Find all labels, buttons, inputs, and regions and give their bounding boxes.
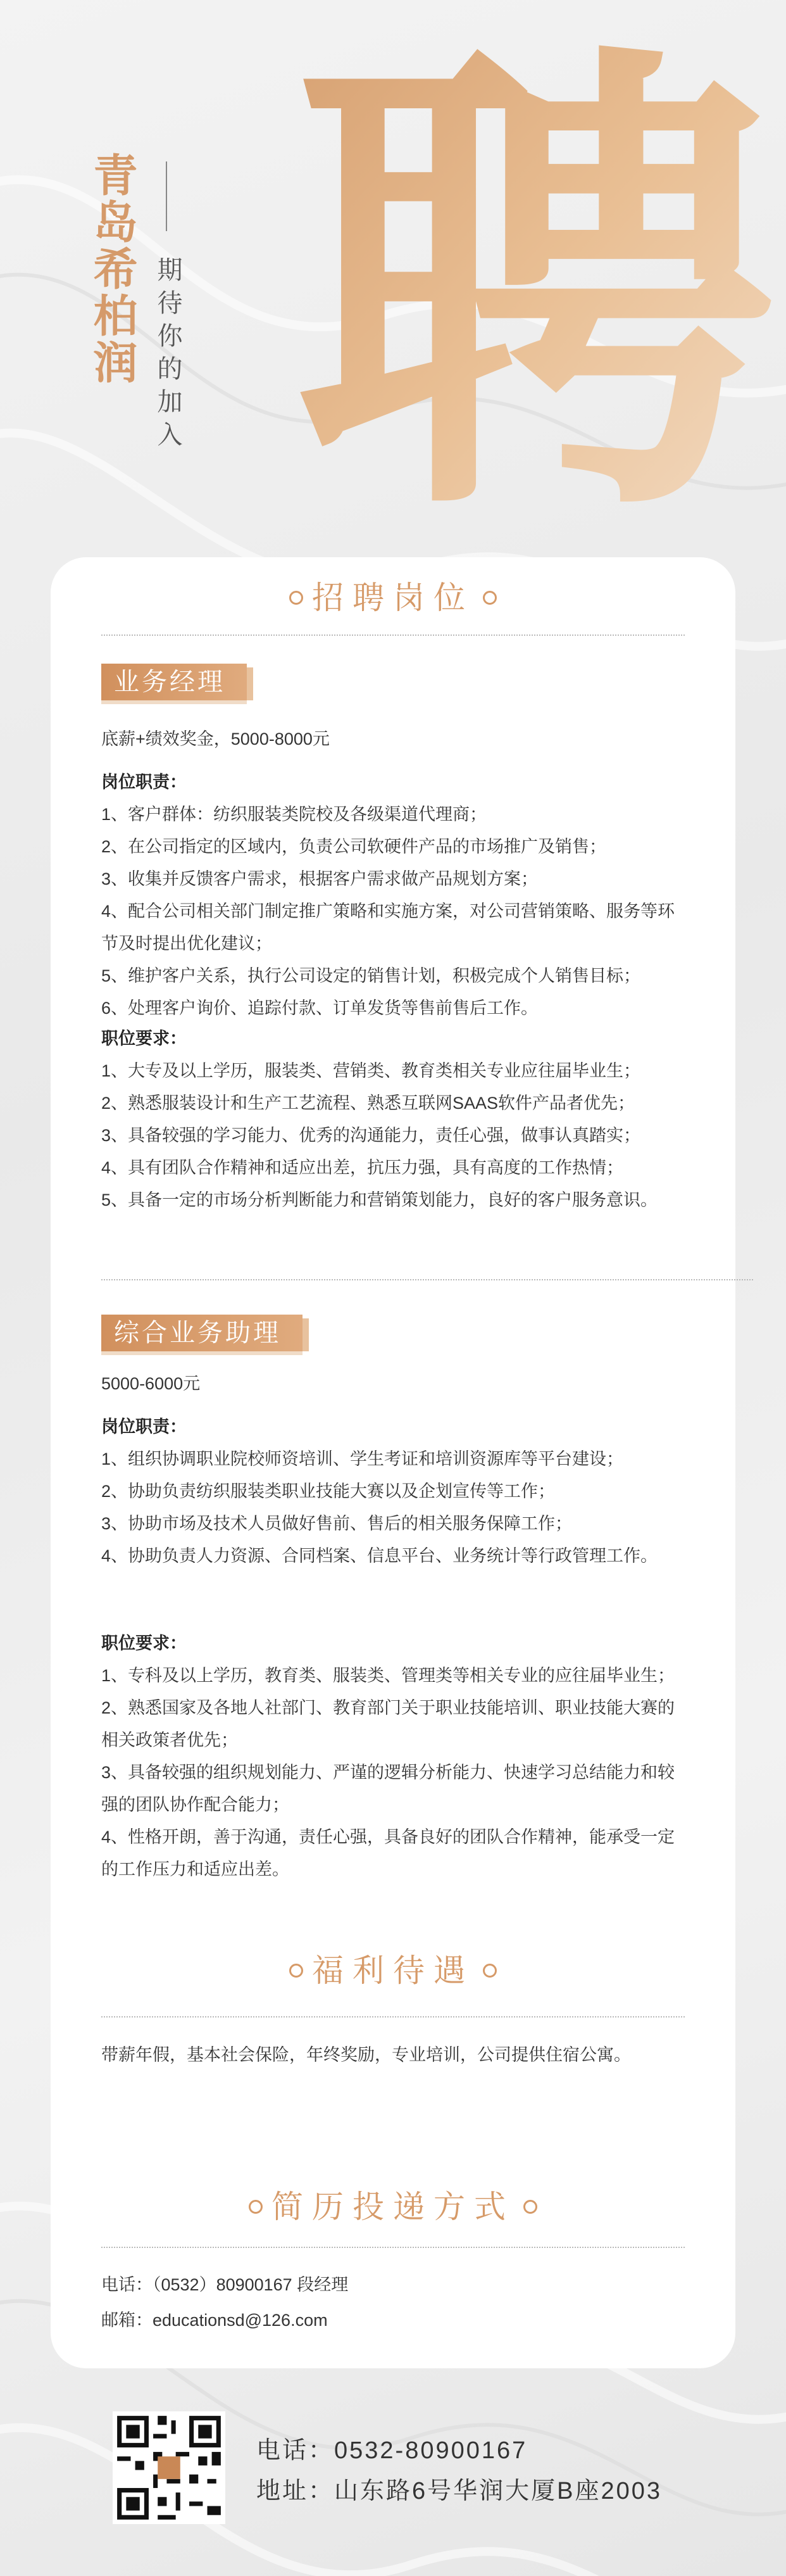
footer-phone: 电话：0532-80900167 (256, 2437, 528, 2464)
job2-duties-label: 岗位职责： (101, 1417, 187, 1436)
job2-req-item: 2、熟悉国家及各地人社部门、教育部门关于职业技能培训、职业技能大赛的相关政策者优先； (101, 1698, 675, 1750)
hero-char-text: 聘 (294, 28, 775, 532)
job1-duty-item: 1、客户群体：纺织服装类院校及各级渠道代理商； (101, 805, 487, 824)
section-rule (101, 635, 685, 636)
title-dot-left (289, 1964, 303, 1978)
job2-req-label: 职位要求： (101, 1634, 187, 1653)
hero-calligraphy-char (285, 13, 785, 532)
job2-duty-item: 1、组织协调职业院校师资培训、学生考证和培训资源库等平台建设； (101, 1449, 624, 1468)
benefits-text: 带薪年假，基本社会保险，年终奖励，专业培训，公司提供住宿公寓。 (101, 2045, 631, 2064)
contact-section-title: 简历投递方式 (51, 2187, 735, 2227)
footer-address: 地址：山东路6号华润大厦B座2003 (256, 2478, 663, 2504)
job1-title-tag: 业务经理 (101, 664, 247, 700)
job1-duty-item: 5、维护客户关系，执行公司设定的销售计划，积极完成个人销售目标； (101, 966, 641, 985)
job2-req-item: 1、专科及以上学历，教育类、服装类、管理类等相关专业的应往届毕业生； (101, 1666, 675, 1685)
section-rule (101, 2247, 685, 2248)
job1-duty-item: 2、在公司指定的区域内，负责公司软硬件产品的市场推广及销售； (101, 837, 607, 856)
contact-info (101, 2267, 690, 2338)
title-dot-right (523, 2200, 537, 2214)
job2-req-item: 4、性格开朗，善于沟通，责任心强，具备良好的团队合作精神，能承受一定的工作压力和适应出差。 (101, 1828, 675, 1879)
job2-duty-item: 2、协助负责纺织服装类职业技能大赛以及企划宣传等工作； (101, 1482, 556, 1501)
job1-duties-label: 岗位职责： (101, 773, 187, 792)
job1-duties (101, 766, 690, 1025)
job-divider (101, 1279, 753, 1280)
job2-salary: 5000-6000元 (101, 1374, 201, 1393)
job1-duty-item: 4、配合公司相关部门制定推广策略和实施方案，对公司营销策略、服务等环节及时提出优化建议； (101, 902, 675, 953)
contact-phone: 电话：（0532）80900167 段经理 (101, 2275, 349, 2294)
jobs-section-title: 招聘岗位 (51, 578, 735, 618)
job2-req-item: 3、具备较强的组织规划能力、严谨的逻辑分析能力、快速学习总结能力和较强的团队协作配合能力； (101, 1763, 675, 1814)
slogan-divider (166, 161, 167, 231)
job1-requirements (101, 1023, 690, 1216)
slogan-text: 期待你的加入 (154, 256, 182, 454)
job1-req-item: 4、具有团队合作精神和适应出差，抗压力强，具有高度的工作热情； (101, 1158, 624, 1177)
content-card (51, 557, 735, 2368)
benefits-section-title: 福利待遇 (51, 1950, 735, 1991)
title-dot-right (483, 591, 497, 605)
title-dot-left (249, 2200, 263, 2214)
company-name: 青岛希柏润 (87, 152, 135, 386)
job2-duties (101, 1411, 690, 1572)
job1-salary: 底薪+绩效奖金，5000-8000元 (101, 729, 330, 748)
hero-banner (0, 0, 786, 570)
section-rule (101, 2016, 685, 2017)
job1-req-item: 2、熟悉服装设计和生产工艺流程、熟悉互联网SAAS软件产品者优先； (101, 1094, 635, 1113)
job2-requirements (101, 1627, 690, 1886)
job1-req-item: 3、具备较强的学习能力、优秀的沟通能力，责任心强，做事认真踏实； (101, 1126, 641, 1145)
job1-req-label: 职位要求： (101, 1029, 187, 1048)
job1-duty-item: 3、收集并反馈客户需求，根据客户需求做产品规划方案； (101, 869, 539, 888)
contact-email[interactable]: 邮箱：educationsd@126.com (101, 2311, 328, 2330)
qr-code (113, 2411, 225, 2524)
job1-duty-item: 6、处理客户询价、追踪付款、订单发货等售前售后工作。 (101, 999, 539, 1018)
job1-req-item: 1、大专及以上学历，服装类、营销类、教育类相关专业应往届毕业生； (101, 1061, 641, 1080)
job2-title-tag: 综合业务助理 (101, 1315, 303, 1351)
job2-duty-item: 3、协助市场及技术人员做好售前、售后的相关服务保障工作； (101, 1514, 573, 1533)
title-dot-right (483, 1964, 497, 1978)
title-dot-left (289, 591, 303, 605)
job2-duty-item: 4、协助负责人力资源、合同档案、信息平台、业务统计等行政管理工作。 (101, 1546, 658, 1565)
job1-req-item: 5、具备一定的市场分析判断能力和营销策划能力，良好的客户服务意识。 (101, 1190, 658, 1209)
